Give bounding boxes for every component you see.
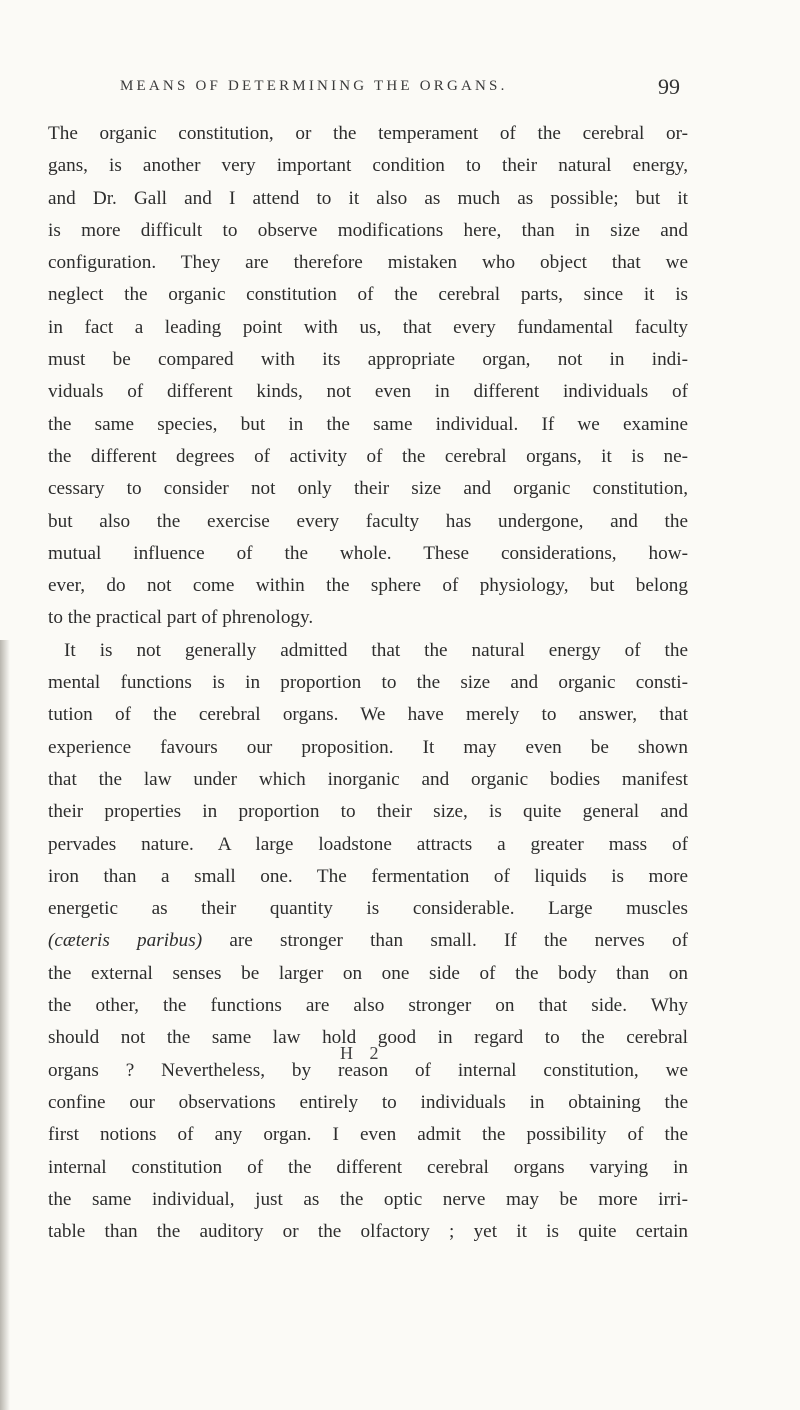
text-line: It is not generally admitted that the natural energy of the	[64, 639, 688, 661]
text-line: iron than a small one. The fermentation of liquids is more	[48, 865, 688, 887]
text-line: but also the exercise every faculty has undergone, and the	[48, 510, 688, 532]
text-line: neglect the organic constitution of the cerebral parts, since it is	[48, 284, 688, 306]
text-line: table than the auditory or the olfactory ; yet it is quite certain	[48, 1221, 688, 1243]
text-line: experience favours our proposition. It may even be shown	[48, 736, 688, 758]
italic-phrase: (cæteris paribus)	[48, 930, 230, 952]
text-line: configuration. They are therefore mistaken who object that we	[48, 252, 688, 274]
text-line: the same species, but in the same individual. If we examine	[48, 413, 688, 435]
text-line: ever, do not come within the sphere of physiology, but belong	[48, 575, 688, 597]
line-text: are stronger than small. If the nerves of	[229, 930, 688, 952]
text-line	[48, 925, 688, 957]
page-number: 99	[658, 74, 680, 99]
text-line: and Dr. Gall and I attend to it also as much as possible; but it	[48, 187, 688, 209]
running-head: MEANS OF DETERMINING THE ORGANS.	[120, 78, 508, 94]
binding-shadow	[0, 640, 10, 1410]
text-line: that the law under which inorganic and organic bodies manifest	[48, 768, 688, 790]
signature-mark: H 2	[340, 1043, 385, 1063]
text-line: mental functions is in proportion to the size and organic consti-	[48, 672, 688, 694]
text-line: their properties in proportion to their size, is quite general and	[48, 801, 688, 823]
text-line: cessary to consider not only their size and organic constitution,	[48, 478, 688, 500]
text-line: confine our observations entirely to individuals in obtaining the	[48, 1091, 688, 1113]
text-line: the same individual, just as the optic nerve may be more irri-	[48, 1188, 688, 1210]
text-line: first notions of any organ. I even admit the possibility of the	[48, 1124, 688, 1146]
text-line: mutual influence of the whole. These considerations, how-	[48, 542, 688, 564]
text-line: the different degrees of activity of the cerebral organs, it is ne-	[48, 445, 688, 467]
text-line: energetic as their quantity is considerable. Large muscles	[48, 898, 688, 920]
text-line: internal constitution of the different cerebral organs varying in	[48, 1156, 688, 1178]
text-line: to the practical part of phrenology.	[48, 607, 314, 629]
body-text	[48, 118, 688, 1248]
text-line: organs ? Nevertheless, by reason of internal constitution, we	[48, 1059, 688, 1081]
page-header	[120, 74, 680, 108]
text-line: tution of the cerebral organs. We have merely to answer, that	[48, 704, 688, 726]
text-line: gans, is another very important condition to their natural energy,	[48, 155, 688, 177]
text-line: viduals of different kinds, not even in different individuals of	[48, 381, 688, 403]
text-line: must be compared with its appropriate organ, not in indi-	[48, 349, 688, 371]
text-line: the other, the functions are also stronger on that side. Why	[48, 995, 688, 1017]
text-line: is more difficult to observe modifications here, than in size and	[48, 219, 688, 241]
text-line: should not the same law hold good in regard to the cerebral	[48, 1027, 688, 1049]
text-line: The organic constitution, or the temperament of the cerebral or-	[48, 123, 688, 144]
text-line: in fact a leading point with us, that every fundamental faculty	[48, 316, 688, 338]
text-line: the external senses be larger on one side of the body than on	[48, 962, 688, 984]
text-line: pervades nature. A large loadstone attracts a greater mass of	[48, 833, 688, 855]
